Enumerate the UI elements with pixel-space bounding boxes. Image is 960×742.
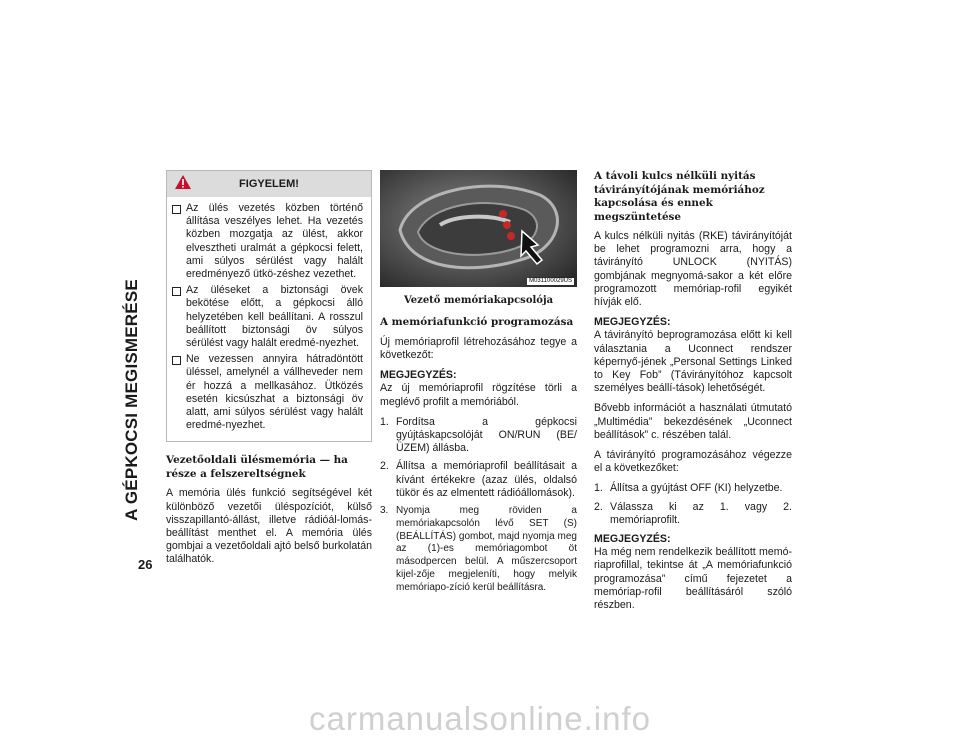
column-1 bbox=[166, 170, 372, 574]
warning-body bbox=[167, 197, 371, 441]
memory-switch-photo bbox=[380, 170, 577, 287]
rke-paragraph-1: A kulcs nélküli nyitás (RKE) távirányítóját be lehet programozni arra, hogy a távirányító UNLOCK (NYITÁS) gombjának megnyomá-sakor a két előre programozott memóriap-rofil egyikét hívják elő. bbox=[594, 230, 792, 309]
memory-seat-paragraph: A memória ülés funkció segítségével két különböző vezetői üléspozíciót, külső visszapillantó-állást, illetve rádióál-lomás-beállítást menthet el. A memória ülés gombjai a vezetőoldali ajtó belső burkolatán találhatók. bbox=[166, 487, 372, 566]
page-number: 26 bbox=[138, 557, 153, 572]
note-heading: MEGJEGYZÉS: bbox=[594, 533, 671, 546]
warning-triangle-icon bbox=[174, 174, 192, 190]
photo-caption: Vezető memóriakapcsolója bbox=[403, 295, 554, 306]
note-heading: MEGJEGYZÉS: bbox=[380, 369, 457, 382]
warning-title: FIGYELEM! bbox=[239, 178, 299, 190]
checkbox-bullet-icon bbox=[172, 356, 181, 365]
note-text: Ha még nem rendelkezik beállított memó-riaprofillal, tekintse át „A memóriafunkció programozása” című fejezetet a memóriap-rofil beállításáról szóló részben. bbox=[594, 546, 792, 612]
programming-intro: Új memóriaprofil létrehozásához tegye a következőt: bbox=[380, 335, 577, 361]
memory-seat-heading: Vezetőoldali ülésmemória — ha része a felszereltségnek bbox=[166, 454, 348, 480]
column-2 bbox=[380, 170, 577, 601]
programming-heading: A memóriafunkció programozása bbox=[380, 316, 574, 329]
rke-heading: A távoli kulcs nélküli nyitás távirányítójának memóriához kapcsolása és ennek megszüntetése bbox=[594, 170, 765, 223]
note-text: A távirányító beprogramozása előtt ki kell választania a Uconnect rendszer képernyő-jének „Personal Settings Linked to Key Fob” (Távirányítóhoz kapcsolt személyes beállí-tások) lehetőségét. bbox=[594, 329, 792, 395]
rke-steps bbox=[594, 482, 792, 527]
rke-paragraph-2: Bővebb információt a használati útmutató „Multimédia” bekezdésének „Uconnect beállítások” c. részében talál. bbox=[594, 402, 792, 441]
list-item: 2. Válassza ki az 1. vagy 2. memóriaprofilt. bbox=[594, 500, 792, 526]
warning-item: Az üléseket a biztonsági övek bekötése előtt, a gépkocsi álló helyzetében kell beállítani. A rosszul beállított biztonsági öv súlyos sérülést vagy halált eredmé-nyezhet. bbox=[172, 284, 363, 350]
watermark: carmanualsonline.info bbox=[308, 700, 652, 737]
warning-header bbox=[167, 171, 371, 197]
list-item: 1. Fordítsa a gépkocsi gyújtáskapcsolóját ON/RUN (BE/ÜZEM) állásba. bbox=[380, 415, 577, 455]
note-text: Az új memóriaprofil rögzítése törli a meglévő profilt a memóriából. bbox=[380, 382, 577, 408]
programming-steps bbox=[380, 416, 577, 595]
list-item: 3. Nyomja meg röviden a memóriakapcsolón lévő SET (S) (BEÁLLÍTÁS) gombot, majd nyomja meg az (1)-es memóriagombot öt másodpercen belül. A műszercsoport kijel-zője megjeleníti, hogy melyik memóriapo-zíció kerül beállításra. bbox=[380, 504, 577, 593]
warning-box bbox=[166, 170, 372, 442]
list-item: 1. Állítsa a gyújtást OFF (KI) helyzetbe. bbox=[594, 482, 783, 495]
checkbox-bullet-icon bbox=[172, 205, 181, 214]
image-code: M031100029US bbox=[529, 278, 572, 284]
checkbox-bullet-icon bbox=[172, 287, 181, 296]
rke-paragraph-3: A távirányító programozásához végezze el a következőket: bbox=[594, 449, 792, 475]
column-3 bbox=[594, 170, 792, 619]
warning-item: Ne vezessen annyira hátradöntött üléssel, amelynél a vállheveder nem ér hozzá a mellkasához. Ütközés esetén kicsúszhat a biztonsági öv alatt, ami súlyos sérülést vagy halált eredmé-nyezhet. bbox=[172, 353, 363, 432]
note-heading: MEGJEGYZÉS: bbox=[594, 316, 671, 329]
warning-item: Az ülés vezetés közben történő állítása veszélyes lehet. Ha vezetés közben mozgatja az ülést, akkor elvesztheti uralmát a gépkocsi felett, ami súlyos sérülést vagy halált eredményező ütkö-zéshez vezethet. bbox=[172, 202, 363, 281]
list-item: 2. Állítsa a memóriaprofil beállításait a kívánt értékekre (azaz ülés, oldalsó tükör és az elmentett rádióállomások). bbox=[380, 460, 577, 499]
